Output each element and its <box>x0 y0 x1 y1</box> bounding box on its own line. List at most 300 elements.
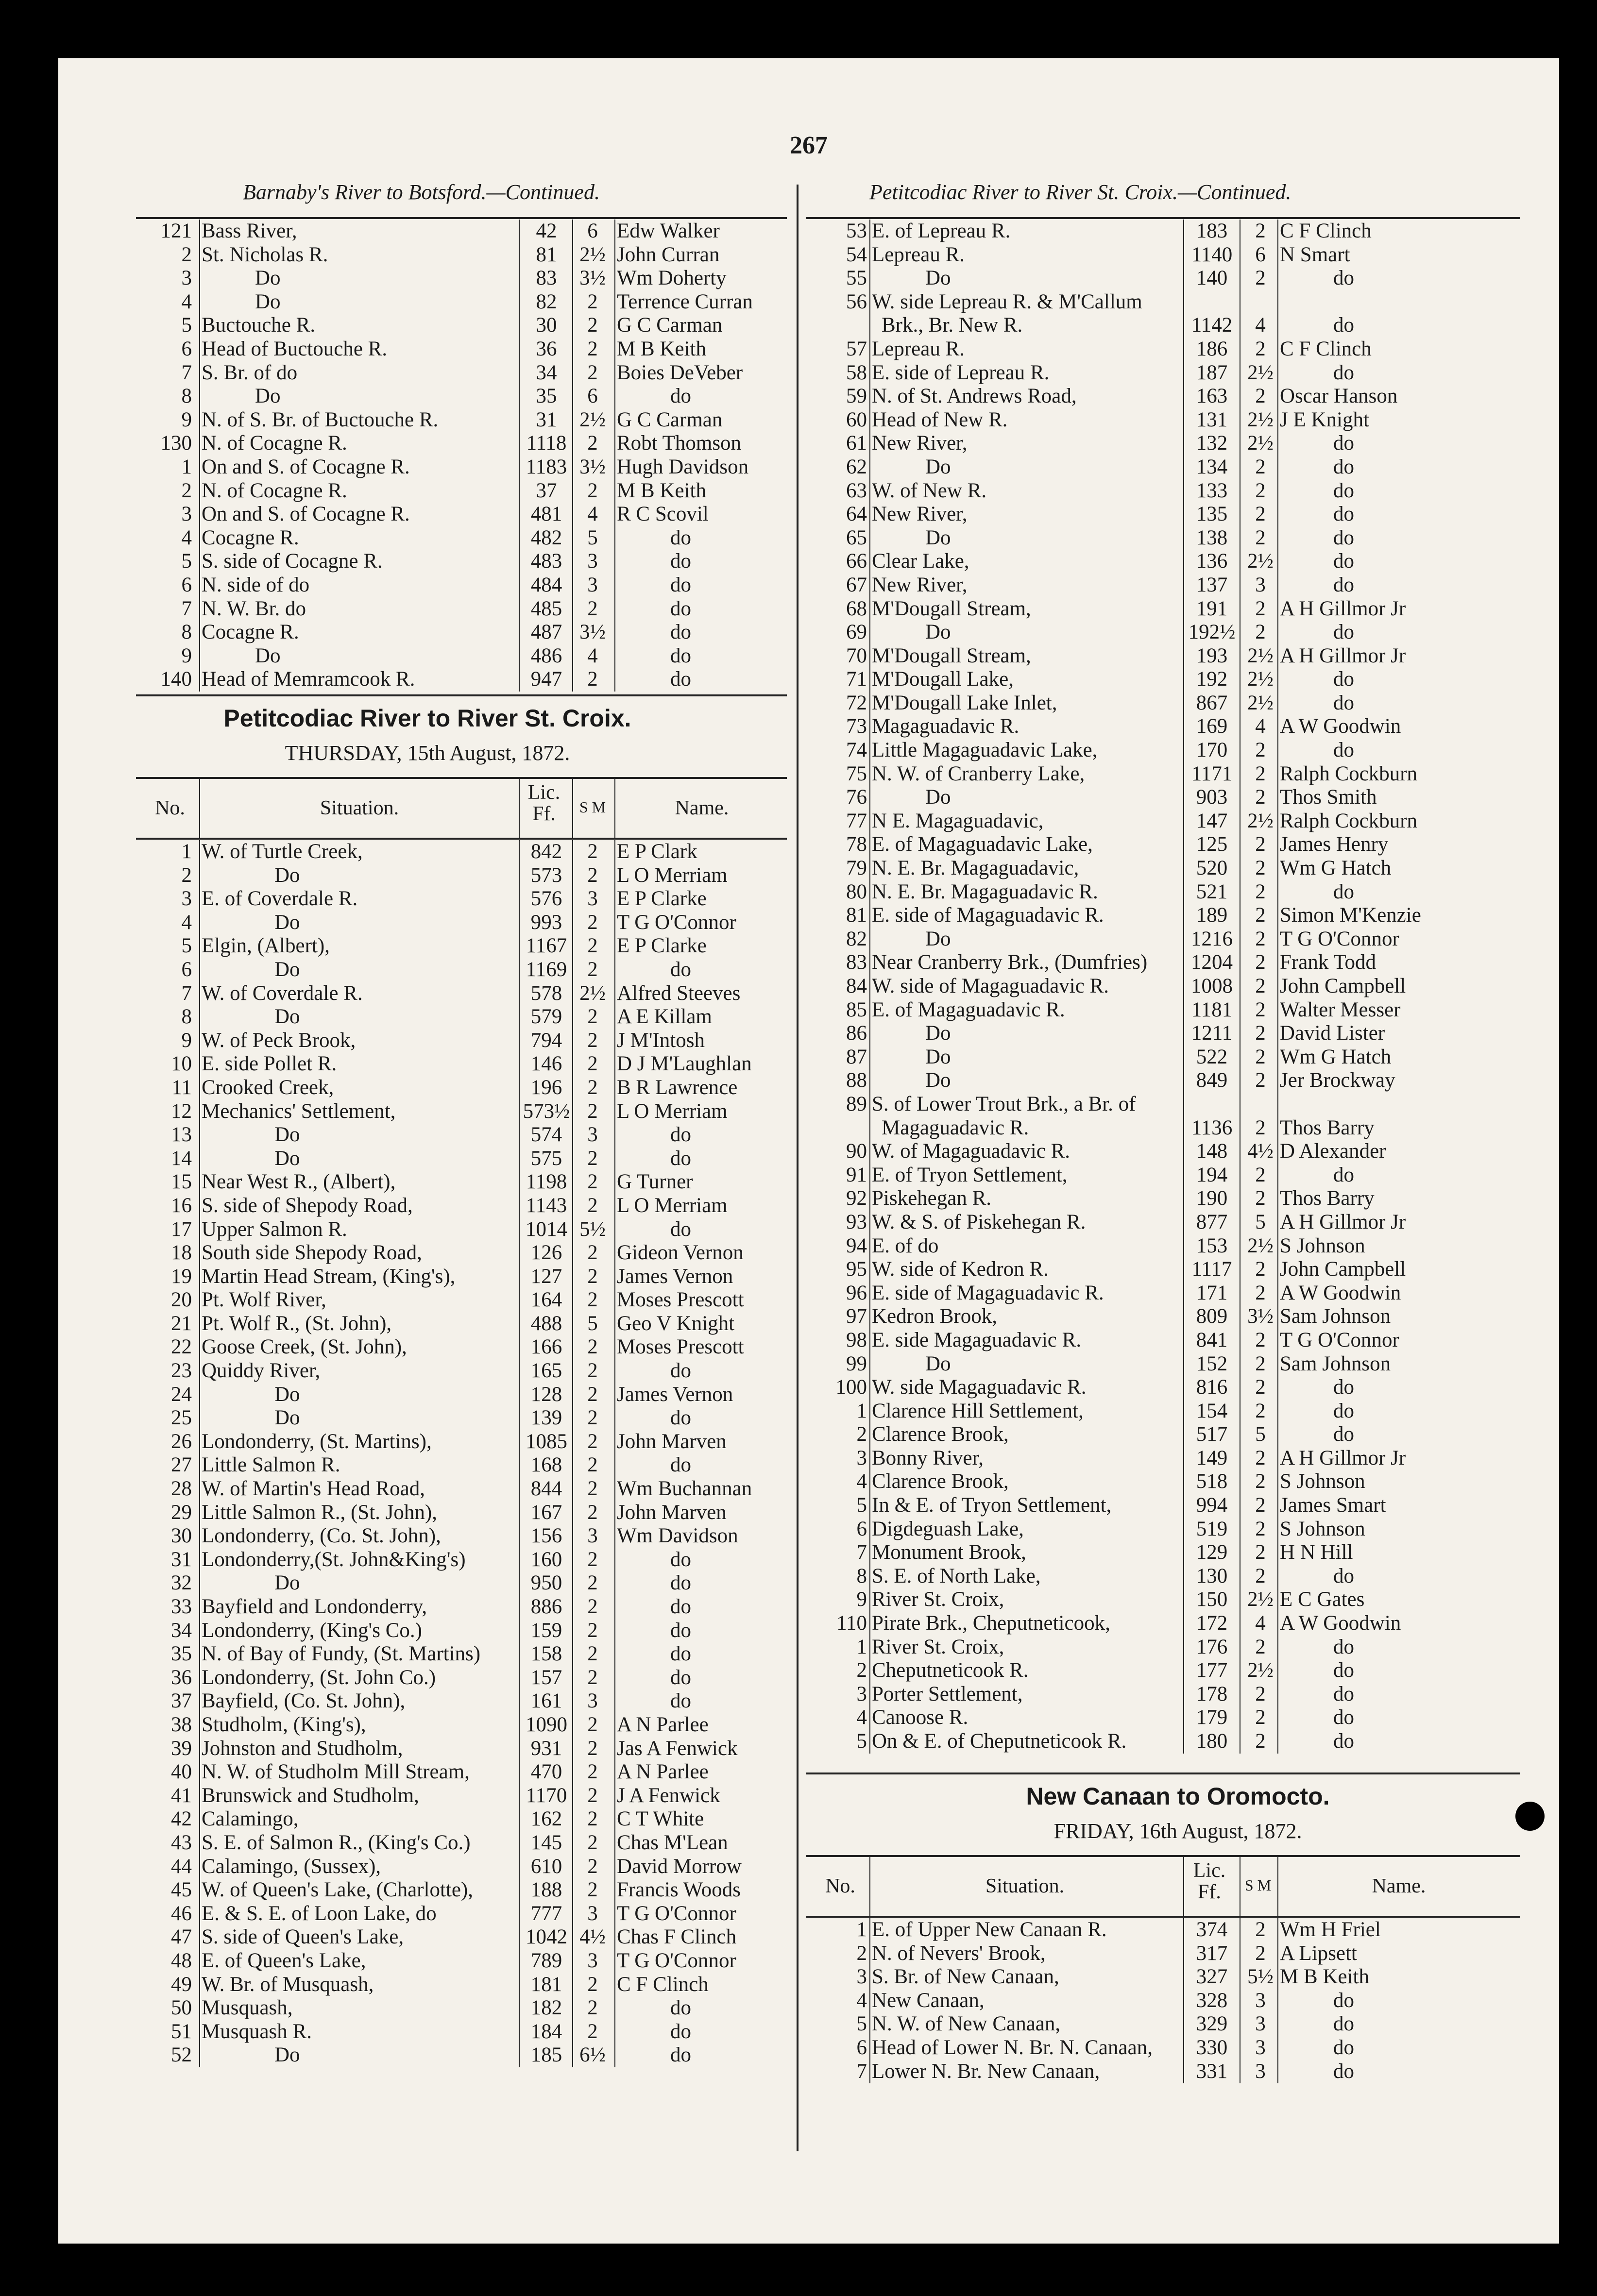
row-number: 59 <box>846 385 867 408</box>
table-row <box>797 2012 1559 2036</box>
situation: Musquash R. <box>202 2020 312 2043</box>
sm: 2 <box>1255 951 1266 974</box>
situation: Do <box>925 1352 951 1375</box>
name: do <box>670 526 691 549</box>
situation: N E. Magaguadavic, <box>872 809 1044 832</box>
table-row <box>58 1524 797 1548</box>
name: A H Gillmor Jr <box>1280 597 1406 620</box>
row-number: 4 <box>181 911 192 934</box>
situation: W. side of Magaguadavic R. <box>872 975 1109 997</box>
lic-ff: 1140 <box>1191 243 1233 266</box>
row-number: 74 <box>846 739 867 762</box>
table-row <box>58 1453 797 1477</box>
table-row <box>797 1140 1559 1164</box>
name: do <box>1333 1376 1354 1399</box>
row-number: 7 <box>856 2060 867 2083</box>
table-row <box>58 934 797 958</box>
row-number: 88 <box>846 1069 867 1092</box>
row-number: 22 <box>171 1335 192 1359</box>
situation: M'Dougall Lake, <box>872 668 1014 691</box>
sm: 2 <box>587 1501 598 1524</box>
lic-ff: 128 <box>530 1383 562 1406</box>
situation: On and S. of Cocagne R. <box>202 503 410 526</box>
lic-ff: 188 <box>530 1878 562 1902</box>
situation: Digdeguash Lake, <box>872 1517 1024 1540</box>
lic-ff: 794 <box>530 1029 562 1052</box>
table-row <box>58 385 797 408</box>
situation: Magaguadavic R. <box>872 715 1019 738</box>
situation: N. of Bay of Fundy, (St. Martins) <box>202 1642 481 1666</box>
row-number: 5 <box>181 550 192 573</box>
lic-ff: 993 <box>530 911 562 934</box>
table-row <box>58 1973 797 1997</box>
situation: River St. Croix, <box>872 1635 1004 1658</box>
lic-ff: 158 <box>530 1642 562 1666</box>
lic-ff: 153 <box>1196 1234 1228 1257</box>
row-number: 26 <box>171 1430 192 1453</box>
sm: 2 <box>587 1642 598 1666</box>
situation: New River, <box>872 432 968 455</box>
row-number: 83 <box>846 951 867 974</box>
sm: 2 <box>587 840 598 863</box>
name: do <box>1333 2012 1354 2036</box>
lic-ff: 181 <box>530 1973 562 1996</box>
name: do <box>670 597 691 620</box>
row-number: 91 <box>846 1163 867 1186</box>
situation: Do <box>925 526 951 549</box>
name: do <box>1333 432 1354 455</box>
sm: 2 <box>1255 597 1266 620</box>
lic-ff: 1042 <box>526 1925 567 1949</box>
name: A W Goodwin <box>1280 1612 1401 1635</box>
name: do <box>1333 1730 1354 1753</box>
table-row <box>58 1595 797 1619</box>
situation: W. side Magaguadavic R. <box>872 1376 1087 1399</box>
column-rule <box>869 219 870 1754</box>
situation: Londonderry, (King's Co.) <box>202 1619 422 1642</box>
name: John Campbell <box>1280 1258 1406 1281</box>
name: do <box>1333 550 1354 573</box>
row-number: 72 <box>846 691 867 714</box>
name: D J M'Laughlan <box>617 1052 752 1076</box>
name: do <box>1333 526 1354 549</box>
row-number: 6 <box>181 573 192 596</box>
table-row <box>797 1730 1559 1754</box>
lic-ff: 816 <box>1196 1376 1228 1399</box>
table-row <box>58 1430 797 1454</box>
name: do <box>1333 691 1354 714</box>
situation: N. side of do <box>202 573 310 596</box>
sm: 2 <box>587 1571 598 1595</box>
table-row <box>797 975 1559 998</box>
sm: 3½ <box>579 455 606 478</box>
name: Moses Prescott <box>617 1288 744 1312</box>
name: do <box>1333 455 1354 478</box>
lic-ff: 579 <box>530 1005 562 1029</box>
right-table-header <box>797 1855 1559 1916</box>
table-row <box>58 1689 797 1713</box>
name: do <box>1333 267 1354 290</box>
table-row <box>58 290 797 314</box>
situation: N. of Nevers' Brook, <box>872 1941 1046 1965</box>
name: Sam Johnson <box>1280 1352 1391 1375</box>
row-number: 5 <box>856 1494 867 1517</box>
lic-ff: 34 <box>536 361 557 384</box>
sm: 2 <box>1255 975 1266 997</box>
lic-ff: 877 <box>1196 1210 1228 1233</box>
situation: N. W. Br. do <box>202 597 306 620</box>
table-row <box>58 1288 797 1312</box>
name: do <box>1333 1564 1354 1587</box>
name: Wm G Hatch <box>1280 1045 1392 1068</box>
name: do <box>1333 621 1354 644</box>
situation: W. side of Kedron R. <box>872 1258 1049 1281</box>
situation: E. side Magaguadavic R. <box>872 1328 1082 1351</box>
lic-ff: 470 <box>530 1760 562 1784</box>
sm: 3 <box>587 1524 598 1548</box>
row-number: 7 <box>856 1541 867 1564</box>
sm: 4½ <box>579 1925 606 1949</box>
right-continued-heading: Petitcodiac River to River St. Croix.—Continued. <box>869 180 1291 204</box>
situation: Canoose R. <box>872 1706 968 1729</box>
table-row <box>58 1642 797 1666</box>
rule <box>806 1773 1520 1774</box>
sm: 2 <box>587 1099 598 1123</box>
situation: Kedron Brook, <box>872 1305 997 1328</box>
sm: 2½ <box>579 408 606 431</box>
lic-ff: 126 <box>530 1241 562 1265</box>
name: N Smart <box>1280 243 1350 266</box>
name: do <box>1333 479 1354 502</box>
situation: E. of Lepreau R. <box>872 219 1011 242</box>
lic-ff: 482 <box>530 526 562 549</box>
sm: 6 <box>587 219 598 242</box>
row-number: 10 <box>171 1052 192 1076</box>
situation: Londonderry, (St. John Co.) <box>202 1666 436 1689</box>
page-number: 267 <box>790 132 828 159</box>
name: do <box>1333 668 1354 691</box>
sm: 2½ <box>1247 668 1274 691</box>
name: M B Keith <box>617 479 706 502</box>
name: E P Clark <box>617 840 697 863</box>
table-row <box>797 1918 1559 1942</box>
name: James Henry <box>1280 833 1389 856</box>
name: E P Clarke <box>617 887 707 911</box>
row-number: 4 <box>181 526 192 549</box>
sm: 2½ <box>1247 550 1274 573</box>
situation: M'Dougall Lake Inlet, <box>872 691 1057 714</box>
sm: 2 <box>587 1359 598 1383</box>
name: Wm G Hatch <box>1280 857 1392 880</box>
row-number: 92 <box>846 1187 867 1210</box>
sm: 4½ <box>1247 1140 1274 1163</box>
row-number: 6 <box>181 958 192 981</box>
situation: S. Br. of do <box>202 361 298 384</box>
lic-ff: 576 <box>530 887 562 911</box>
lic-ff: 329 <box>1196 2012 1228 2036</box>
row-number: 9 <box>181 408 192 431</box>
table-row <box>797 1588 1559 1612</box>
row-number: 64 <box>846 503 867 526</box>
row-number: 70 <box>846 644 867 667</box>
situation: Cocagne R. <box>202 526 299 549</box>
column-rule <box>1183 1918 1184 2083</box>
sm: 5 <box>1255 1423 1266 1446</box>
table-row <box>58 1005 797 1029</box>
lic-ff: 178 <box>1196 1682 1228 1705</box>
table-row <box>797 951 1559 975</box>
lic-ff: 172 <box>1196 1612 1228 1635</box>
table-row <box>797 2060 1559 2084</box>
table-row <box>797 1423 1559 1447</box>
lic-ff: 138 <box>1196 526 1228 549</box>
sm: 2½ <box>579 981 606 1005</box>
table-row <box>797 739 1559 762</box>
name: T G O'Connor <box>1280 1328 1399 1351</box>
lic-ff: 994 <box>1196 1494 1228 1517</box>
situation: Do <box>925 927 951 950</box>
name: C F Clinch <box>1280 337 1372 360</box>
lic-ff: 789 <box>530 1949 562 1972</box>
situation: Do <box>274 1147 300 1170</box>
table-row <box>58 1029 797 1053</box>
header-name: Name. <box>675 797 729 819</box>
name: A H Gillmor Jr <box>1280 644 1406 667</box>
column-rule <box>199 777 200 838</box>
name: do <box>1333 1682 1354 1705</box>
situation: Londonderry,(St. John&King's) <box>202 1548 466 1571</box>
sm: 2 <box>587 1194 598 1217</box>
name: Wm Doherty <box>617 267 727 290</box>
lic-ff: 162 <box>530 1807 562 1831</box>
column-rule <box>614 840 615 2067</box>
situation: Clarence Hill Settlement, <box>872 1399 1084 1422</box>
row-number: 61 <box>846 432 867 455</box>
table-row <box>797 1282 1559 1305</box>
name: T G O'Connor <box>1280 927 1399 950</box>
table-row <box>58 958 797 982</box>
row-number: 93 <box>846 1210 867 1233</box>
sm: 3 <box>587 1123 598 1147</box>
situation: Clarence Brook, <box>872 1470 1009 1493</box>
table-row <box>797 1636 1559 1659</box>
column-rule <box>572 219 573 692</box>
sm: 2 <box>1255 1730 1266 1753</box>
lic-ff: 809 <box>1196 1305 1228 1328</box>
lic-ff: 130 <box>1196 1564 1228 1587</box>
table-row <box>797 338 1559 361</box>
lic-ff: 1171 <box>1191 762 1233 785</box>
row-number: 99 <box>846 1352 867 1375</box>
row-number: 3 <box>181 267 192 290</box>
lic-ff: 183 <box>1196 219 1228 242</box>
sm: 2 <box>1255 526 1266 549</box>
situation: Upper Salmon R. <box>202 1217 347 1241</box>
name: G C Carman <box>617 408 723 431</box>
table-row <box>58 1878 797 1902</box>
sm: 2 <box>587 1288 598 1312</box>
row-number: 94 <box>846 1234 867 1257</box>
column-rule <box>519 777 520 838</box>
lic-ff: 35 <box>536 385 557 408</box>
name: S Johnson <box>1280 1234 1365 1257</box>
table-row <box>797 219 1559 243</box>
name: M B Keith <box>1280 1965 1369 1989</box>
column-rule <box>1183 219 1184 1754</box>
row-number: 65 <box>846 526 867 549</box>
row-number: 79 <box>846 857 867 880</box>
table-row <box>58 1548 797 1572</box>
lic-ff: 136 <box>1196 550 1228 573</box>
lic-ff: 169 <box>1196 715 1228 738</box>
situation: W. of Peck Brook, <box>202 1029 356 1052</box>
situation: E. of do <box>872 1234 939 1257</box>
row-number: 6 <box>856 1517 867 1540</box>
situation: N. W. of New Canaan, <box>872 2012 1061 2036</box>
table-row <box>797 267 1559 290</box>
situation: Musquash, <box>202 1996 293 2020</box>
situation: River St. Croix, <box>872 1588 1004 1611</box>
lic-ff: 170 <box>1196 739 1228 762</box>
row-number: 51 <box>171 2020 192 2043</box>
row-number: 100 <box>835 1376 867 1399</box>
table-row <box>58 1477 797 1501</box>
lic-ff: 168 <box>530 1453 562 1477</box>
table-row <box>797 408 1559 432</box>
name: do <box>1333 2060 1354 2083</box>
row-number: 8 <box>181 1005 192 1029</box>
row-number: 89 <box>846 1092 867 1115</box>
name: do <box>1333 1989 1354 2012</box>
name: Alfred Steeves <box>617 981 741 1005</box>
table-row <box>797 1211 1559 1234</box>
situation: Johnston and Studholm, <box>202 1737 403 1760</box>
table-row <box>797 456 1559 479</box>
situation: On and S. of Cocagne R. <box>202 455 410 478</box>
table-row <box>797 597 1559 621</box>
name: do <box>670 1619 691 1642</box>
sm: 2 <box>587 668 598 691</box>
sm: 2 <box>1255 503 1266 526</box>
situation: S. side of Cocagne R. <box>202 550 383 573</box>
sm: 4 <box>1255 1612 1266 1635</box>
row-number: 44 <box>171 1855 192 1878</box>
sm: 2 <box>1255 267 1266 290</box>
lic-ff: 481 <box>530 503 562 526</box>
table-row <box>58 621 797 644</box>
table-row <box>797 385 1559 408</box>
row-number: 3 <box>856 1965 867 1989</box>
name: Simon M'Kenzie <box>1280 904 1421 927</box>
name: do <box>1333 361 1354 384</box>
row-number: 76 <box>846 786 867 809</box>
name: A E Killam <box>617 1005 712 1029</box>
row-number: 45 <box>171 1878 192 1902</box>
sm: 2 <box>587 1241 598 1265</box>
lic-ff: 1183 <box>526 455 567 478</box>
left-section-date: THURSDAY, 15th August, 1872. <box>285 741 570 765</box>
lic-ff: 81 <box>536 243 557 266</box>
name: M B Keith <box>617 337 706 360</box>
lic-ff: 132 <box>1196 432 1228 455</box>
name: Walter Messer <box>1280 998 1401 1021</box>
lic-ff: 137 <box>1196 573 1228 596</box>
name: J A Fenwick <box>617 1784 720 1807</box>
name: A H Gillmor Jr <box>1280 1446 1406 1469</box>
row-number: 130 <box>160 432 192 455</box>
lic-ff: 1117 <box>1191 1258 1232 1281</box>
row-number: 19 <box>171 1265 192 1288</box>
table-row <box>58 1383 797 1407</box>
row-number: 32 <box>171 1571 192 1595</box>
table-row <box>58 1737 797 1761</box>
sm: 2 <box>587 1713 598 1736</box>
situation: M'Dougall Stream, <box>872 644 1031 667</box>
sm: 2 <box>1255 337 1266 360</box>
name: John Marven <box>617 1501 727 1524</box>
situation: E. & S. E. of Loon Lake, do <box>202 1902 437 1925</box>
lic-ff: 1085 <box>526 1430 567 1453</box>
situation: Londonderry, (St. Martins), <box>202 1430 432 1453</box>
name: do <box>1333 1706 1354 1729</box>
table-row <box>797 243 1559 267</box>
sm: 2 <box>1255 1446 1266 1469</box>
name: C F Clinch <box>1280 219 1372 242</box>
row-number: 5 <box>181 314 192 337</box>
sm: 2 <box>587 2020 598 2043</box>
sm: 3½ <box>1247 1305 1274 1328</box>
left-table-continued <box>58 219 797 693</box>
lic-ff: 135 <box>1196 503 1228 526</box>
row-number: 58 <box>846 361 867 384</box>
lic-ff: 841 <box>1196 1328 1228 1351</box>
row-number: 5 <box>856 2012 867 2036</box>
sm: 2 <box>587 432 598 455</box>
table-row <box>797 1989 1559 2013</box>
sm: 5½ <box>1247 1965 1274 1989</box>
name: James Smart <box>1280 1494 1386 1517</box>
row-number: 20 <box>171 1288 192 1312</box>
row-number: 33 <box>171 1595 192 1618</box>
lic-ff: 330 <box>1196 2036 1228 2059</box>
sm: 2 <box>1255 1116 1266 1139</box>
row-number: 3 <box>856 1682 867 1705</box>
lic-ff: 1136 <box>1191 1116 1233 1139</box>
name: Terrence Curran <box>617 290 753 313</box>
row-number: 35 <box>171 1642 192 1666</box>
lic-ff: 192 <box>1196 668 1228 691</box>
lic-ff: 1014 <box>526 1217 567 1241</box>
sm: 2 <box>587 361 598 384</box>
situation: Do <box>274 1571 300 1595</box>
situation: W. of Turtle Creek, <box>202 840 363 863</box>
lic-ff: 180 <box>1196 1730 1228 1753</box>
table-row <box>58 243 797 267</box>
column-rule <box>869 1918 870 2083</box>
table-row <box>58 1359 797 1383</box>
situation: Do <box>925 1045 951 1068</box>
row-number: 7 <box>181 361 192 384</box>
name: Thos Barry <box>1280 1187 1375 1210</box>
row-number: 7 <box>181 981 192 1005</box>
lic-ff: 129 <box>1196 1541 1228 1564</box>
row-number: 62 <box>846 455 867 478</box>
header-name: Name. <box>1372 1875 1426 1897</box>
sm: 2 <box>587 1878 598 1902</box>
table-row <box>58 550 797 574</box>
table-row <box>58 1241 797 1265</box>
name: Sam Johnson <box>1280 1305 1391 1328</box>
